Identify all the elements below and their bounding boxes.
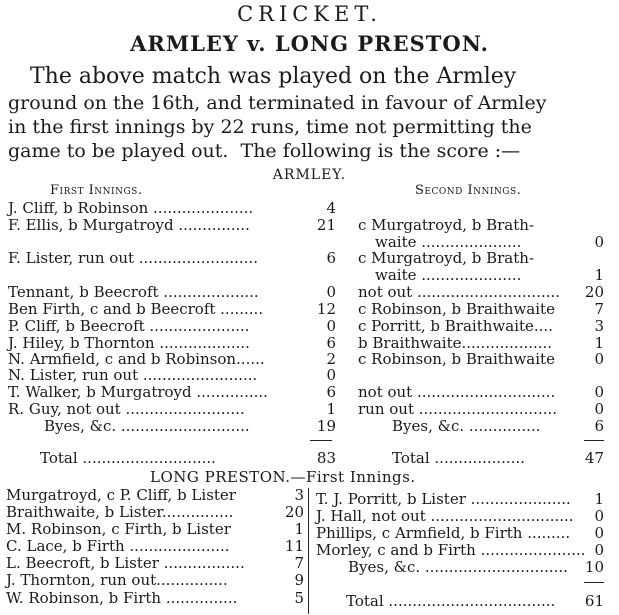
batsman-entry: Morley, c and b Firth ......................: [316, 541, 586, 559]
runs: 20: [584, 283, 604, 301]
long-preston-heading: LONG PRESTON.—First Innings.: [150, 468, 416, 486]
runs: 11: [284, 537, 304, 555]
runs: 6: [326, 249, 336, 267]
batsman-entry: L. Beecroft, b Lister .................: [6, 554, 245, 572]
runs: 0: [594, 541, 604, 559]
runs: 6: [326, 334, 336, 352]
runs: 1: [594, 490, 604, 508]
batsman-entry: P. Cliff, b Beecroft .....................: [8, 317, 250, 335]
runs: 20: [284, 503, 304, 521]
batsman-entry: F. Ellis, b Murgatroyd ...............: [8, 216, 250, 234]
batsman-entry: c Murgatroyd, b Brath-: [358, 249, 535, 267]
armley-first-innings-label: First Innings.: [50, 183, 143, 198]
batsman-entry: C. Lace, b Firth .....................: [6, 537, 230, 555]
batsman-entry: F. Lister, run out .........................: [8, 249, 258, 267]
runs: 12: [316, 300, 336, 318]
runs: 7: [294, 554, 304, 572]
column-divider: [308, 488, 309, 614]
runs: 3: [594, 317, 604, 335]
batsman-entry: b Braithwaite...................: [358, 334, 553, 352]
total-rule: [310, 440, 332, 441]
runs: 5: [294, 589, 304, 607]
batsman-entry: N. Armfield, c and b Robinson......: [8, 350, 265, 368]
batsman-entry: Murgatroyd, c P. Cliff, b Lister: [6, 486, 236, 504]
batsman-entry: c Porritt, b Braithwaite....: [358, 317, 553, 335]
runs: 1: [594, 334, 604, 352]
runs: 10: [584, 558, 604, 576]
runs: 1: [294, 520, 304, 538]
batsman-entry: J. Hall, not out ..............................: [316, 507, 574, 525]
batsman-entry: N. Lister, run out ........................: [8, 366, 258, 384]
batsman-entry: W. Robinson, b Firth ...............: [6, 589, 238, 607]
batsman-entry: J. Hiley, b Thornton ...................: [8, 334, 250, 352]
runs: 0: [594, 507, 604, 525]
runs: 6: [326, 383, 336, 401]
runs: 0: [326, 317, 336, 335]
runs: 0: [594, 524, 604, 542]
runs: 19: [316, 417, 336, 435]
byes-entry: Byes, &c. ...............: [392, 417, 541, 435]
batsman-entry: R. Guy, not out .........................: [8, 400, 245, 418]
total-rule: [584, 440, 604, 441]
runs: 1: [326, 400, 336, 418]
intro-line-1: The above match was played on the Armley: [30, 64, 517, 89]
runs: 3: [294, 486, 304, 504]
runs: 0: [594, 400, 604, 418]
runs: 0: [326, 283, 336, 301]
batsman-entry: Phillips, c Armfield, b Firth .........: [316, 524, 571, 542]
batsman-entry-cont: waite .....................: [375, 266, 522, 284]
total-rule: [584, 582, 604, 583]
runs: 9: [294, 571, 304, 589]
runs: 21: [316, 216, 336, 234]
intro-line-4: game to be played out. The following is the score :—: [8, 140, 521, 162]
batsman-entry: Tennant, b Beecroft ....................: [8, 283, 259, 301]
first-innings-total: 83: [316, 449, 336, 467]
batsman-entry: J. Cliff, b Robinson .....................: [8, 199, 254, 217]
runs: 7: [594, 300, 604, 318]
runs: 1: [594, 266, 604, 284]
match-title: ARMLEY v. LONG PRESTON.: [130, 31, 489, 56]
batsman-entry-cont: waite .....................: [375, 233, 522, 251]
section-title: CRICKET.: [237, 2, 382, 26]
batsman-entry: Braithwaite, b Lister...............: [6, 503, 234, 521]
runs: 0: [594, 350, 604, 368]
byes-entry: Byes, &c. ..............................: [348, 558, 568, 576]
batsman-entry: run out .............................: [358, 400, 558, 418]
byes-entry: Byes, &c. ...........................: [44, 417, 250, 435]
second-innings-total-label: Total ...................: [392, 449, 526, 467]
runs: 0: [594, 233, 604, 251]
batsman-entry: Ben Firth, c and b Beecroft .........: [8, 300, 264, 318]
runs: 0: [326, 366, 336, 384]
intro-line-2: ground on the 16th, and terminated in favour of Armley: [8, 92, 547, 114]
first-innings-total-label: Total ............................: [40, 449, 216, 467]
runs: 0: [594, 383, 604, 401]
second-innings-total: 47: [584, 449, 604, 467]
batsman-entry: not out .............................: [358, 383, 556, 401]
long-preston-total: 61: [584, 592, 604, 610]
batsman-entry: c Murgatroyd, b Brath-: [358, 216, 535, 234]
batsman-entry: T. Walker, b Murgatroyd ...............: [8, 383, 268, 401]
batsman-entry: T. J. Porritt, b Lister .....................: [316, 490, 571, 508]
runs: 4: [326, 199, 336, 217]
long-preston-total-label: Total ...................................: [346, 592, 556, 610]
intro-line-3: in the first innings by 22 runs, time not permitting the: [8, 116, 532, 138]
runs: 2: [326, 350, 336, 368]
batsman-entry: M. Robinson, c Firth, b Lister: [6, 520, 231, 538]
armley-second-innings-label: Second Innings.: [415, 183, 522, 198]
batsman-entry: c Robinson, b Braithwaite: [358, 350, 555, 368]
armley-team-heading: ARMLEY.: [272, 167, 347, 183]
runs: 6: [594, 417, 604, 435]
batsman-entry: not out ..............................: [358, 283, 561, 301]
batsman-entry: J. Thornton, run out...............: [6, 571, 228, 589]
batsman-entry: c Robinson, b Braithwaite: [358, 300, 555, 318]
